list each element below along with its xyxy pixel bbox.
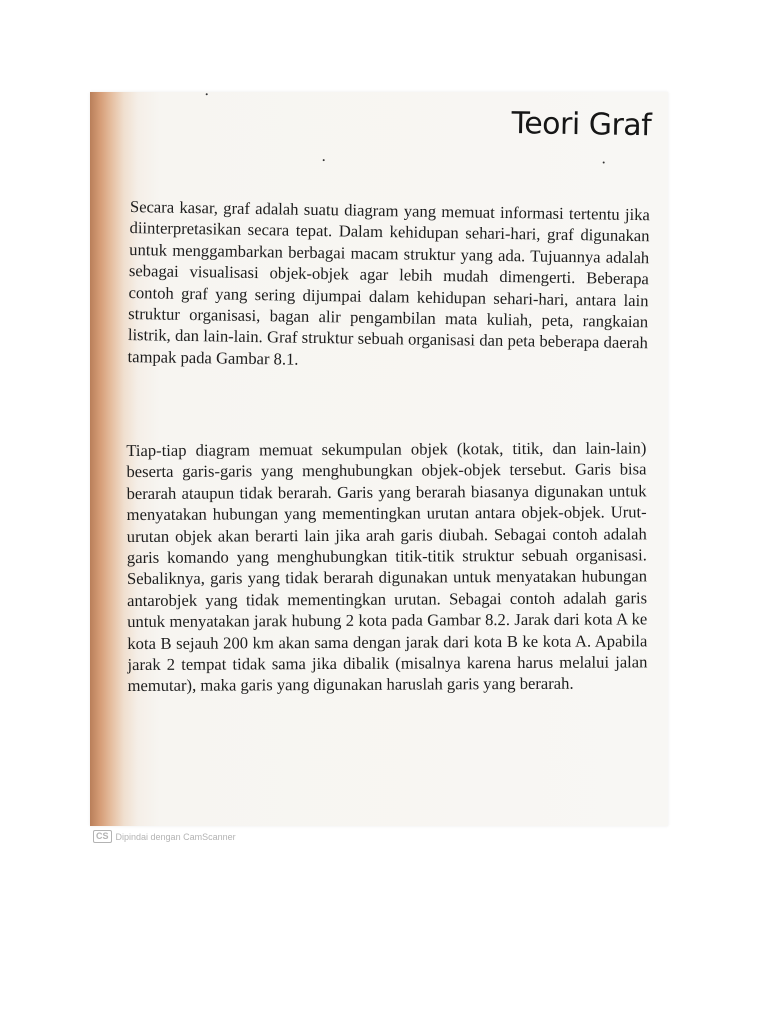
scan-speck bbox=[206, 93, 208, 95]
scanner-watermark bbox=[93, 830, 236, 843]
scan-speck bbox=[323, 159, 325, 161]
chapter-title: Teori Graf bbox=[511, 106, 652, 144]
watermark-text: Dipindai dengan CamScanner bbox=[115, 831, 236, 842]
scanned-book-page bbox=[90, 92, 668, 826]
camscanner-logo-icon: CS bbox=[93, 830, 112, 843]
paragraph-1: Secara kasar, graf adalah suatu diagram yang memuat informasi tertentu jika diinterpretasikan secara tepat. Dalam kehidupan sehari-hari, graf digunakan untuk menggambarkan berbagai macam struktur yang ada. Tujuannya adalah sebagai visualisasi objek-objek agar lebih mudah dimengerti. Beberapa contoh graf yang sering dijumpai dalam kehidupan sehari-hari, antara lain struktur organisasi, bagan alir pengambilan mata kuliah, peta, rangkaian listrik, dan lain-lain. Graf struktur sebuah organisasi dan peta beberapa daerah tampak pada Gambar 8.1. bbox=[127, 197, 651, 369]
paragraph-2: Tiap-tiap diagram memuat sekumpulan objek (kotak, titik, dan lain-lain) beserta garis-garis yang menghubungkan objek-objek tersebut. Garis bisa berarah ataupun tidak berarah. Garis yang berarah biasanya digunakan untuk menyatakan hubungan yang mementingkan urutan antara objek-objek. Urut-urutan objek akan berarti lain jika arah garis diubah. Sebagai contoh adalah garis komando yang menghubungkan titik-titik struktur sebuah organisasi. Sebaliknya, garis yang tidak berarah digunakan untuk menyatakan hubungan antarobjek yang tidak mementingkan urutan. Sebagai contoh adalah garis untuk menyatakan jarak hubung 2 kota pada Gambar 8.2. Jarak dari kota A ke kota B sejauh 200 km akan sama dengan jarak dari kota B ke kota A. Apabila jarak 2 tempat tidak sama jika dibalik (misalnya karena harus melalui jalan memutar), maka garis yang digunakan haruslah garis yang berarah. bbox=[126, 438, 648, 696]
page-content bbox=[90, 92, 668, 826]
scan-speck bbox=[603, 161, 605, 163]
